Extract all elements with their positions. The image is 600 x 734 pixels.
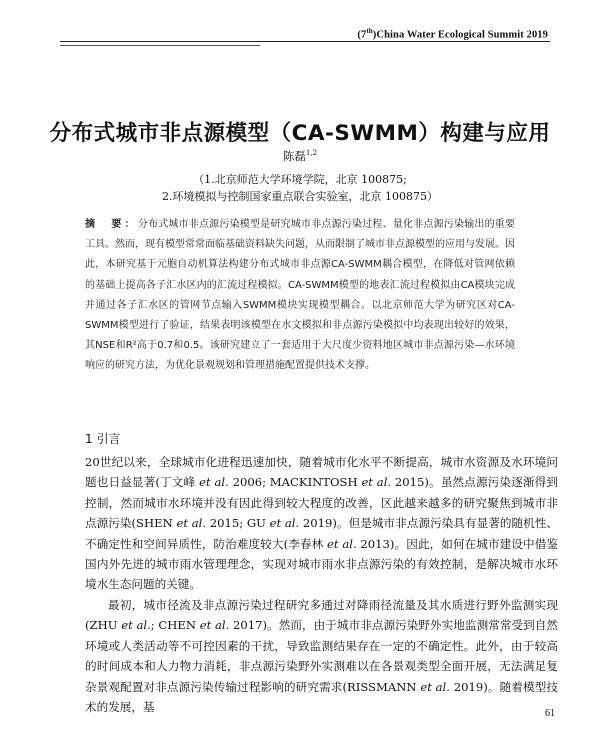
abstract — [85, 215, 515, 377]
author: 陈磊$^{1,2}$ — [282, 149, 318, 163]
running-head: (7th)China Water Ecological Summit 2019 — [357, 27, 548, 41]
affiliation-1: （1.北京师范大学环境学院，北京 100875; — [193, 173, 407, 186]
abstract-label: 摘 要： — [85, 219, 138, 230]
affiliation-2: 2.环境模拟与控制国家重点联合实验室，北京 100875） — [162, 190, 438, 203]
paper-title: 分布式城市非点源模型（CA-SWMM）构建与应用 — [49, 121, 551, 146]
paragraph-2: 最初，城市径流及非点源污染过程研究多通过对降雨径流量及其水质进行野外监测实现(ZHU et al.; CHEN et al. 2017)。然而，由于城市非点源污染野外实地监测常常受到自然环境或人类活动等不可控因素的干扰，导致监测结果存在一定的不确定性。此外，由于较高的时间成本和人力物力消耗，非点源污染野外实测难以在各景观类型全面开展，无法满足复杂景观配置对非点源污染传输过程影响的研究需求(RISSMANN et al. 2019)。随着模型技术的发展，基 — [85, 598, 559, 715]
header-rule-thin — [60, 45, 260, 46]
page-number: 61 — [545, 708, 555, 719]
section-heading-introduction: 1 引言 — [85, 432, 121, 446]
abstract-text: 分布式城市非点源污染模型是研究城市非点源污染过程、量化非点源污染输出的重要工具。然而，现有模型常常面临基础资料缺失问题，从而限制了城市非点源模型的应用与发展。因此，本研究基于元胞自动机算法构建分布式城市非点源CA-SWMM耦合模型，在降低对管网依赖的基础上提高各子汇水区内的汇流过程模拟。CA-SWMM模型的地表汇流过程模拟由CA模块完成并通过各子汇水区的管网节点输入SWMM模块实现模型耦合。以北京师范大学为研究区对CA-SWMM模型进行了验证，结果表明该模型在水文模拟和非点源污染模拟中均表现出较好的效果，其NSE和R²高于0.7和0.5。该研究建立了一套适用于大尺度少资料地区城市非点源污染—水环境响应的研究方法，为优化景观规划和管理措施配置提供技术支撑。 — [85, 219, 516, 372]
paragraph-1: 20世纪以来，全球城市化进程迅速加快，随着城市化水平不断提高，城市水资源及水环境问题也日益显著(丁文峰 et al. 2006; MACKINTOSH et al. 2015)。虽然点源污染逐渐得到控制，然而城市水环境并没有因此得到较大程度的改善，区此越来越多的研究聚焦到城市非点源污染(SHEN et al. 2015; GU et al. 2019)。但是城市非点源污染具有显著的随机性、不确定性和空间异质性，防治难度较大(李春林 et al. 2013)。因此，如何在城市建设中借鉴国内外先进的城市雨水管理理念，实现对城市雨水非点源污染的有效控制，是解决城市水环境水生态问题的关键。 — [85, 455, 559, 592]
header-rule — [60, 41, 550, 42]
